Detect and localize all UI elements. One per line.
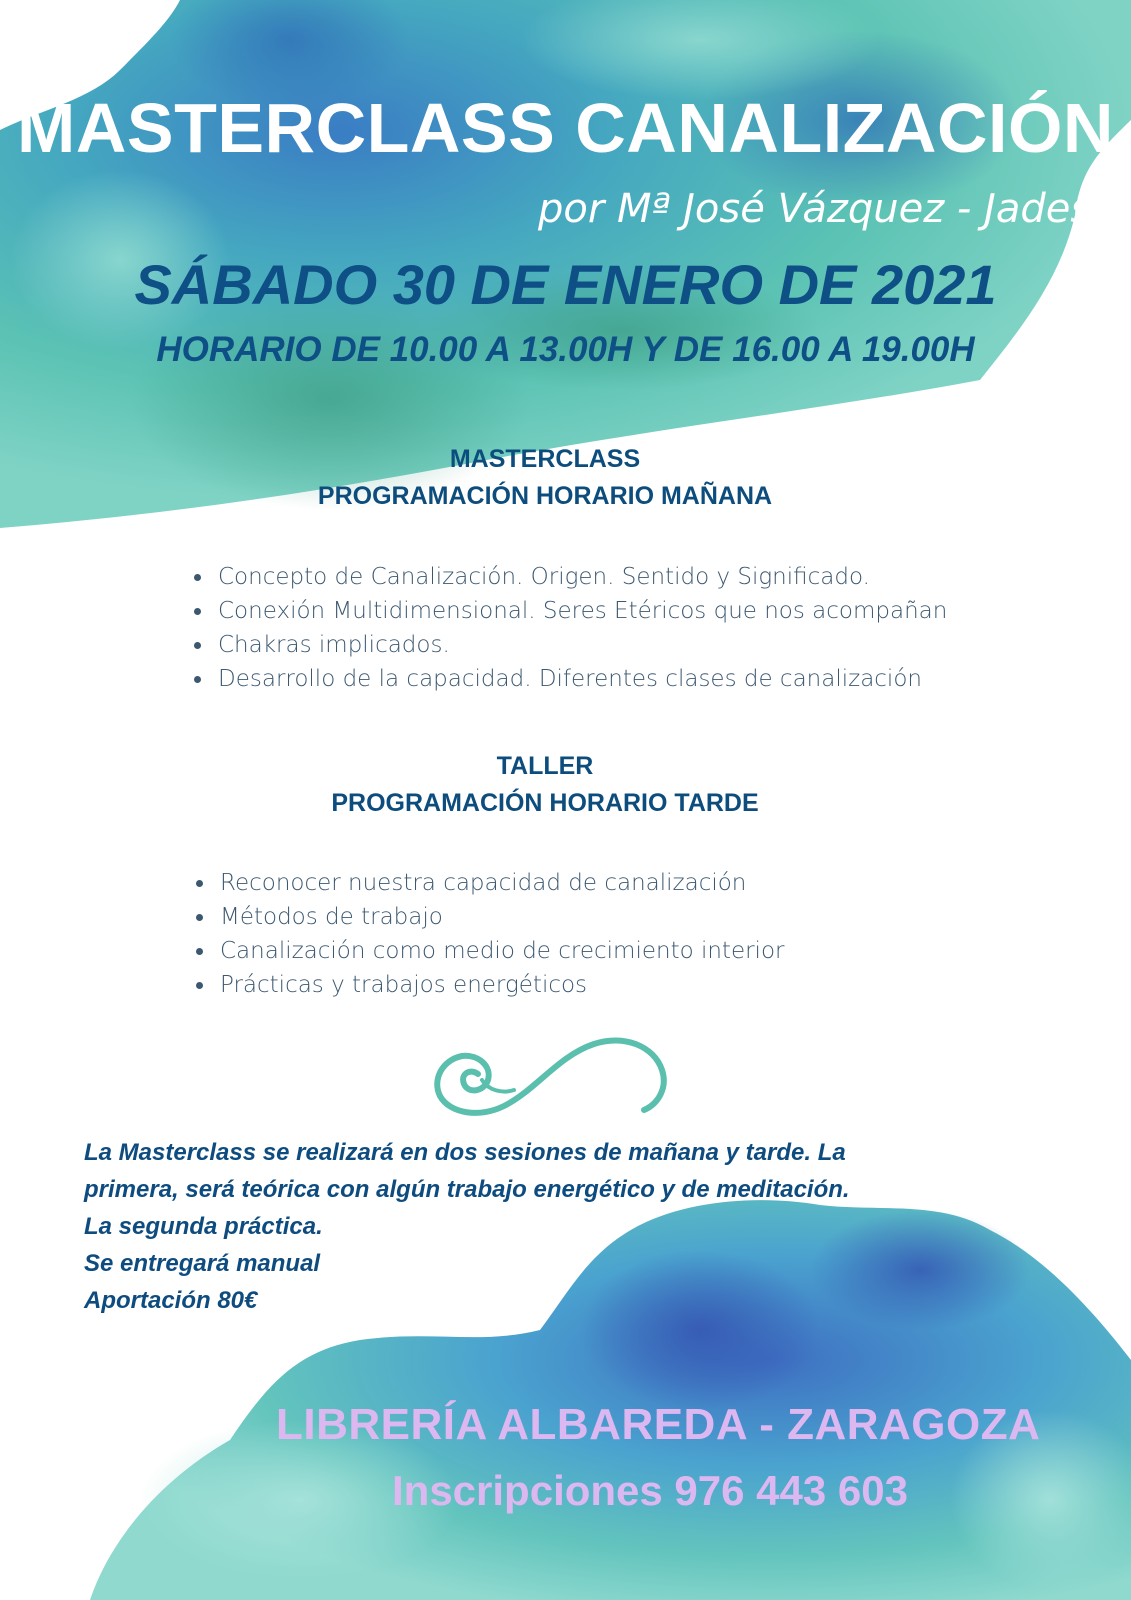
- morning-heading-line-1: MASTERCLASS: [449, 445, 641, 473]
- list-item: • Conexión Multidimensional. Seres Etéricos que nos acompañan: [214, 594, 947, 628]
- swirl-flourish-icon: [418, 1030, 670, 1120]
- main-title: MASTERCLASS CANALIZACIÓN: [17, 89, 1114, 167]
- byline: por Mª José Vázquez - Jadesh: [538, 186, 1117, 232]
- registration-phone: Inscripciones 976 443 603: [392, 1467, 908, 1514]
- morning-section-heading: [0, 441, 1090, 515]
- morning-heading-line-2: PROGRAMACIÓN HORARIO MAÑANA: [317, 482, 773, 510]
- list-item: • Desarrollo de la capacidad. Diferentes clases de canalización: [214, 662, 947, 696]
- list-item: • Chakras implicados.: [214, 628, 947, 662]
- notes-paragraph: [84, 1134, 850, 1319]
- afternoon-program-list: [188, 866, 784, 1002]
- notes-line: Se entregará manual: [84, 1250, 321, 1277]
- afternoon-heading-line-2: PROGRAMACIÓN HORARIO TARDE: [331, 789, 759, 817]
- notes-line: primera, será teórica con algún trabajo energético y de meditación.: [84, 1176, 850, 1203]
- venue-name: LIBRERÍA ALBAREDA - ZARAGOZA: [276, 1400, 1041, 1449]
- afternoon-section-heading: [0, 748, 1090, 822]
- list-item: • Concepto de Canalización. Origen. Sentido y Significado.: [214, 560, 947, 594]
- price-line: Aportación 80€: [84, 1287, 258, 1314]
- event-date: SÁBADO 30 DE ENERO DE 2021: [134, 253, 997, 316]
- list-item: • Prácticas y trabajos energéticos: [216, 968, 784, 1002]
- notes-line: La Masterclass se realizará en dos sesiones de mañana y tarde. La: [84, 1139, 846, 1166]
- afternoon-heading-line-1: TALLER: [496, 752, 594, 780]
- list-item: • Reconocer nuestra capacidad de canalización: [216, 866, 784, 900]
- morning-program-list: [186, 560, 947, 696]
- event-hours: HORARIO DE 10.00 A 13.00H Y DE 16.00 A 19.00H: [156, 330, 975, 369]
- list-item: • Canalización como medio de crecimiento interior: [216, 934, 784, 968]
- notes-line: La segunda práctica.: [84, 1213, 323, 1240]
- list-item: • Métodos de trabajo: [216, 900, 784, 934]
